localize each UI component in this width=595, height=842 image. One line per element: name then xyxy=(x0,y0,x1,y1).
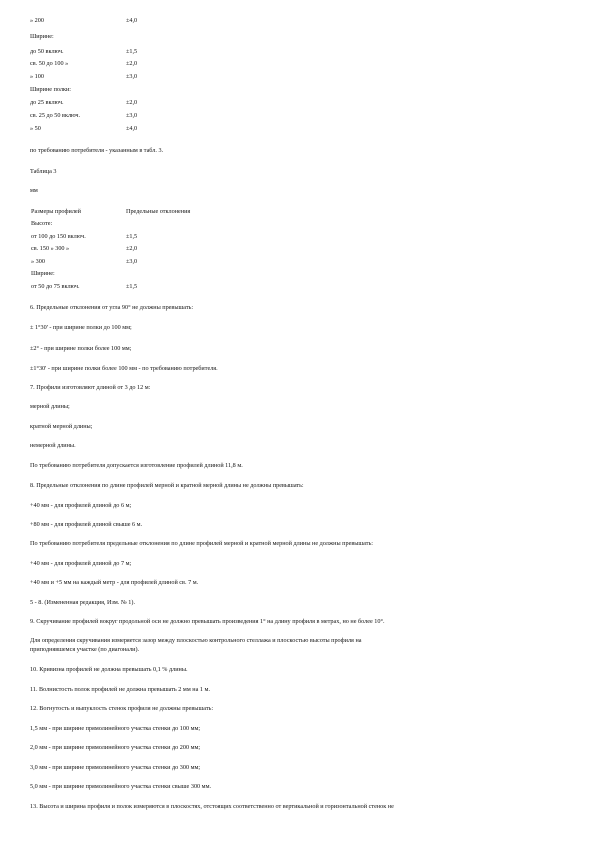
paragraph: 9. Скручивание профилей вокруг продольной оси не должно превышать произведения 1° на длину профиля в метрах, но не более 10°. xyxy=(30,618,385,625)
table-row-label: » 300 xyxy=(31,258,45,265)
paragraph: +40 мм и +5 мм на каждый метр - для профилей длиной св. 7 м. xyxy=(30,579,199,586)
table-row-value: ±4,0 xyxy=(126,125,138,132)
paragraph: 5 - 8. (Измененная редакция, Изм. № 1). xyxy=(30,599,136,606)
table-row-label: до 25 включ. xyxy=(30,99,64,106)
paragraph: ± 1°30' - при ширине полки до 100 мм; xyxy=(30,324,132,331)
paragraph: 7. Профили изготовляют длиной от 3 до 12 м: xyxy=(30,384,151,391)
table-row-label: св. 50 до 100 » xyxy=(30,60,69,67)
table-row-value: ±2,0 xyxy=(126,99,138,106)
table-row-value: ±3,0 xyxy=(126,73,138,80)
paragraph: 1,5 мм - при ширине прямолинейного участка стенки до 100 мм; xyxy=(30,725,201,732)
table-row-label: св. 25 до 50 включ. xyxy=(30,112,81,119)
table-row-label: Ширине полки: xyxy=(30,86,72,93)
paragraph: ±2° - при ширине полки более 100 мм; xyxy=(30,345,132,352)
paragraph: Для определения скручивания измеряется зазор между плоскостью контрольного стеллажа и плоскостью высоты профиля на xyxy=(30,637,362,644)
table-row-label: от 100 до 150 включ. xyxy=(31,233,86,240)
table-row-value: ±2,0 xyxy=(126,60,138,67)
table-header-sizes: Размеры профилей xyxy=(31,208,81,215)
table-row-label: » 100 xyxy=(30,73,44,80)
paragraph: По требованию потребителя допускается изготовление профилей длиной 11,8 м. xyxy=(30,462,243,469)
paragraph: 12. Вогнутость и выпуклость стенок профиля не должны превышать: xyxy=(30,705,214,712)
paragraph: 10. Кривизна профилей не должна превышать 0,1 % длины. xyxy=(30,666,188,673)
table-row-value: ±1,5 xyxy=(126,283,138,290)
table-row-label: » 50 xyxy=(30,125,41,132)
paragraph: немерной длины. xyxy=(30,442,76,449)
table-row-value: ±1,5 xyxy=(126,48,138,55)
table-title: Таблица 3 xyxy=(30,168,57,175)
table-row-label: Ширине: xyxy=(31,270,55,277)
table-row-value: ±2,0 xyxy=(126,245,138,252)
paragraph: приподнявшемся участке (по диагонали). xyxy=(30,646,140,653)
table-row-label: Ширине: xyxy=(30,33,54,40)
table-row-label: св. 150 » 300 » xyxy=(31,245,70,252)
paragraph: 3,0 мм - при ширине прямолинейного участка стенки до 300 мм; xyxy=(30,764,201,771)
table-row-label: до 50 включ. xyxy=(30,48,64,55)
paragraph: 11. Волнистость полок профилей не должна превышать 2 мм на 1 м. xyxy=(30,686,211,693)
paragraph: кратной мерной длины; xyxy=(30,423,93,430)
paragraph: По требованию потребителя предельные отклонения по длине профилей мерной и кратной мерной длины не должны превышать: xyxy=(30,540,373,547)
paragraph: +40 мм - для профилей длиной до 6 м; xyxy=(30,502,132,509)
paragraph: мерной длины; xyxy=(30,403,70,410)
table-row-label: » 200 xyxy=(30,17,44,24)
table-row-value: ±4,0 xyxy=(126,17,138,24)
table-row-value: ±1,5 xyxy=(126,233,138,240)
paragraph: +40 мм - для профилей длиной до 7 м; xyxy=(30,560,132,567)
paragraph: ±1°30' - при ширине полки более 100 мм - по требованию потребителя. xyxy=(30,365,218,372)
paragraph: 5,0 мм - при ширине прямолинейного участка стенки свыше 300 мм. xyxy=(30,783,212,790)
paragraph: по требованию потребителя - указанным в табл. 3. xyxy=(30,147,164,154)
table-unit: мм xyxy=(30,187,38,194)
table-row-label: от 50 до 75 включ. xyxy=(31,283,80,290)
table-row-value: ±3,0 xyxy=(126,258,138,265)
paragraph: 8. Предельные отклонения по длине профилей мерной и кратной мерной длины не должны превышать: xyxy=(30,482,304,489)
table-row-value: ±3,0 xyxy=(126,112,138,119)
paragraph: 6. Предельные отклонения от угла 90° не должны превышать: xyxy=(30,304,194,311)
paragraph: +80 мм - для профилей длиной свыше 6 м. xyxy=(30,521,143,528)
paragraph: 13. Высота и ширина профиля и полок измеряются в плоскостях, отстоящих соответственно от вертикальной и горизонтальной стенок не xyxy=(30,803,394,810)
paragraph: 2,0 мм - при ширине прямолинейного участка стенки до 200 мм; xyxy=(30,744,201,751)
table-row-label: Высоте: xyxy=(31,220,53,227)
table-header-tolerances: Предельные отклонения xyxy=(126,208,191,215)
